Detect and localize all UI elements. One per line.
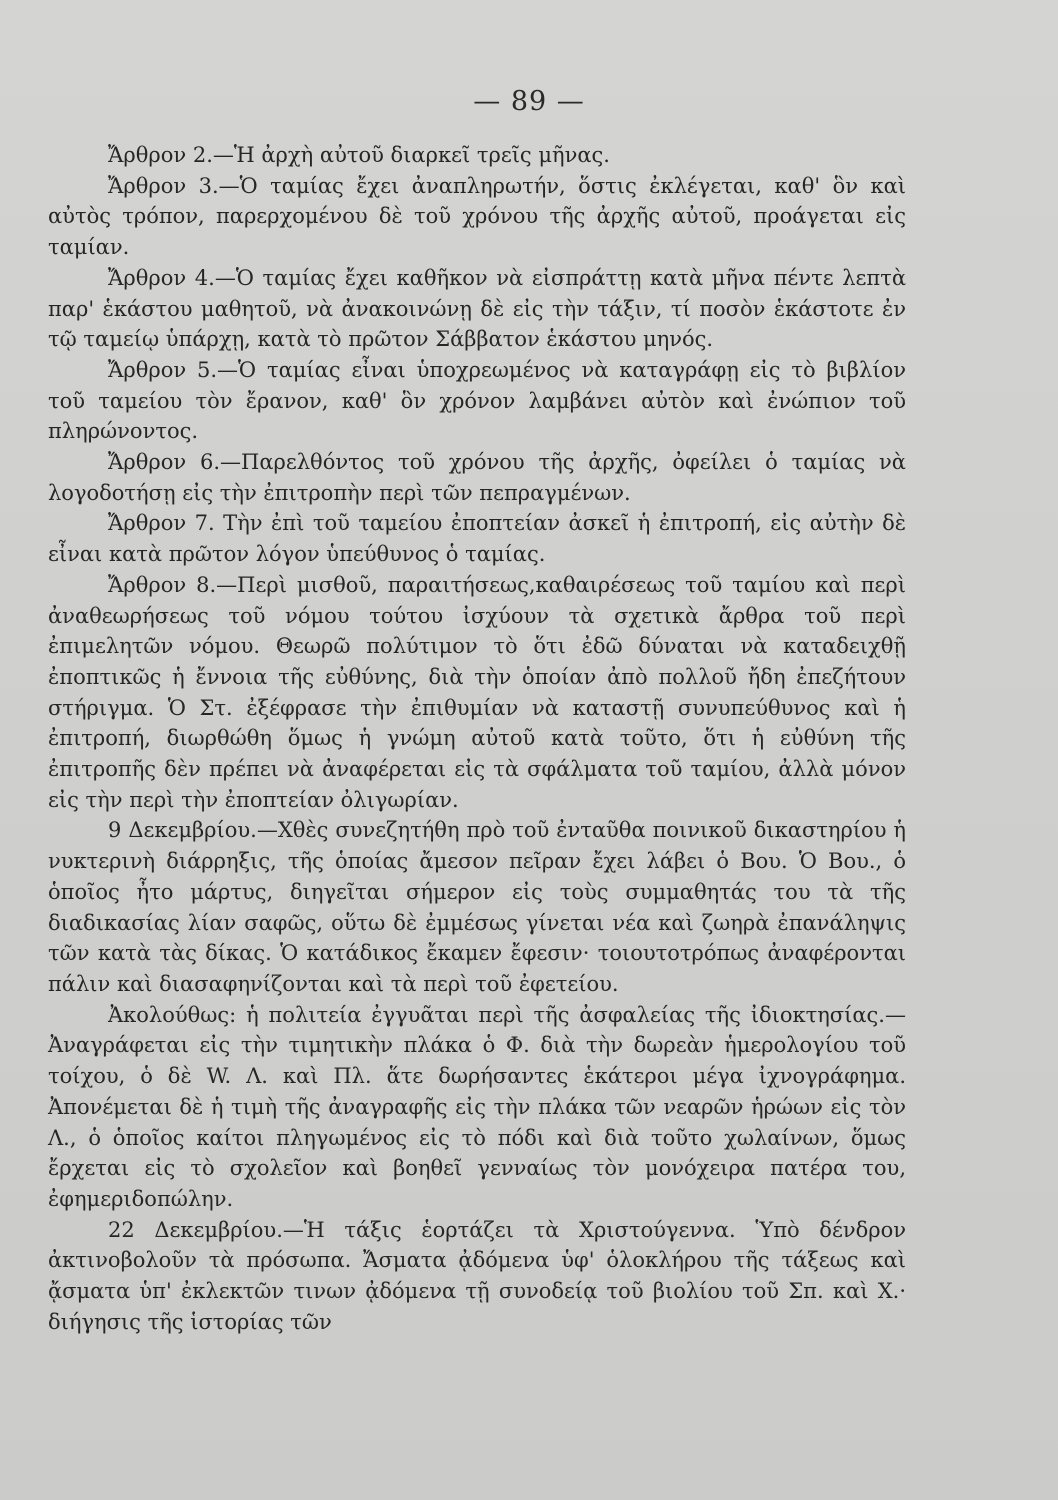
paragraph-article-3: Ἄρθρον 3.—Ὁ ταμίας ἔχει ἀναπληρωτήν, ὅστις ἐκλέγεται, καθ' ὃν καὶ αὐτὸς τρόπον, παρερχομένου δὲ τοῦ χρόνου τῆς ἀρχῆς αὐτοῦ, προάγεται εἰς ταμίαν. [48,173,906,260]
paragraph-article-2: Ἄρθρον 2.—Ἡ ἀρχὴ αὐτοῦ διαρκεῖ τρεῖς μῆνας. [108,143,610,167]
paragraph-article-5: Ἄρθρον 5.—Ὁ ταμίας εἶναι ὑποχρεωμένος νὰ καταγράφῃ εἰς τὸ βιβλίον τοῦ ταμείου τὸν ἔρανον, καθ' ὃν χρόνον λαμβάνει αὐτὸν καὶ ἐνώπιον τοῦ πληρώνοντος. [48,357,906,444]
paragraph-article-7: Ἄρθρον 7. Τὴν ἐπὶ τοῦ ταμείου ἐποπτείαν ἀσκεῖ ἡ ἐπιτροπή, εἰς αὐτὴν δὲ εἶναι κατὰ πρῶτον λόγον ὑπεύθυνος ὁ ταμίας. [48,511,906,567]
body-text [48,140,906,1337]
page-number: — 89 — [473,86,585,117]
paragraph-december-22: 22 Δεκεμβρίου.—Ἡ τάξις ἑορτάζει τὰ Χριστούγεννα. Ὑπὸ δένδρον ἀκτινοβολοῦν τὰ πρόσωπα. Ἄσματα ᾀδόμενα ὑφ' ὁλοκλήρου τῆς τάξεως καὶ ᾄσματα ὑπ' ἐκλεκτῶν τινων ᾀδόμενα τῇ συνοδείᾳ τοῦ βιολίου τοῦ Σπ. καὶ Χ.· διήγησις τῆς ἱστορίας τῶν [48,1217,906,1334]
paragraph-december-9: 9 Δεκεμβρίου.—Χθὲς συνεζητήθη πρὸ τοῦ ἐνταῦθα ποινικοῦ δικαστηρίου ἡ νυκτερινὴ διάρρηξις, τῆς ὁποίας ἄμεσον πεῖραν ἔχει λάβει ὁ Βου. Ὁ Βου., ὁ ὁποῖος ἦτο μάρτυς, διηγεῖται σήμερον εἰς τοὺς συμμαθητάς του τὰ τῆς διαδικασίας λίαν σαφῶς, οὕτω δὲ ἐμμέσως γίνεται νέα καὶ ζωηρὰ ἐπανάληψις τῶν κατὰ τὰς δίκας. Ὁ κατάδικος ἔκαμεν ἔφεσιν· τοιουτοτρόπως ἀναφέρονται πάλιν καὶ διασαφηνίζονται καὶ τὰ περὶ τοῦ ἐφετείου. [48,818,906,996]
paragraph-article-4: Ἄρθρον 4.—Ὁ ταμίας ἔχει καθῆκον νὰ εἰσπράττῃ κατὰ μῆνα πέντε λεπτὰ παρ' ἑκάστου μαθητοῦ, νὰ ἀνακοινώνῃ δὲ εἰς τὴν τάξιν, τί ποσὸν ἑκάστοτε ἐν τῷ ταμείῳ ὑπάρχῃ, κατὰ τὸ πρῶτον Σάββατον ἑκάστου μηνός. [48,265,906,352]
paragraph-subsequently: Ἀκολούθως: ἡ πολιτεία ἐγγυᾶται περὶ τῆς ἀσφαλείας τῆς ἰδιοκτησίας.—Ἀναγράφεται εἰς τὴν τιμητικὴν πλάκα ὁ Φ. διὰ τὴν δωρεὰν ἡμερολογίου τοῦ τοίχου, ὁ δὲ W. Λ. καὶ Πλ. ἅτε δωρήσαντες ἑκάτεροι μέγα ἰχνογράφημα. Ἀπονέμεται δὲ ἡ τιμὴ τῆς ἀναγραφῆς εἰς τὴν πλάκα τῶν νεαρῶν ἡρώων εἰς τὸν Λ., ὁ ὁποῖος καίτοι πληγωμένος εἰς τὸ πόδι καὶ διὰ τοῦτο χωλαίνων, ὅμως ἔρχεται εἰς τὸ σχολεῖον καὶ βοηθεῖ γενναίως τὸν μονόχειρα πατέρα του, ἐφημεριδοπώλην. [48,1002,906,1211]
paragraph-article-6: Ἄρθρον 6.—Παρελθόντος τοῦ χρόνου τῆς ἀρχῆς, ὀφείλει ὁ ταμίας νὰ λογοδοτήσῃ εἰς τὴν ἐπιτροπὴν περὶ τῶν πεπραγμένων. [48,450,906,505]
paragraph-article-8: Ἄρθρον 8.—Περὶ μισθοῦ, παραιτήσεως,καθαιρέσεως τοῦ ταμίου καὶ περὶ ἀναθεωρήσεως τοῦ νόμου τούτου ἰσχύουν τὰ σχετικὰ ἄρθρα τοῦ περὶ ἐπιμελητῶν νόμου. Θεωρῶ πολύτιμον τὸ ὅτι ἐδῶ δύναται νὰ καταδειχθῇ ἐποπτικῶς ἡ ἔννοια τῆς εὐθύνης, διὰ τὴν ὁποίαν ἀπὸ πολλοῦ ἤδη ἐπεζήτουν στήριγμα. Ὁ Στ. ἐξέφρασε τὴν ἐπιθυμίαν νὰ καταστῇ συνυπεύθυνος καὶ ἡ ἐπιτροπή, διωρθώθη ὅμως ἡ γνώμη αὐτοῦ κατὰ τοῦτο, ὅτι ἡ εὐθύνη τῆς ἐπιτροπῆς δὲν πρέπει νὰ ἀναφέρεται εἰς τὰ σφάλματα τοῦ ταμίου, ἀλλὰ μόνον εἰς τὴν περὶ τὴν ἐποπτείαν ὀλιγωρίαν. [48,572,906,812]
